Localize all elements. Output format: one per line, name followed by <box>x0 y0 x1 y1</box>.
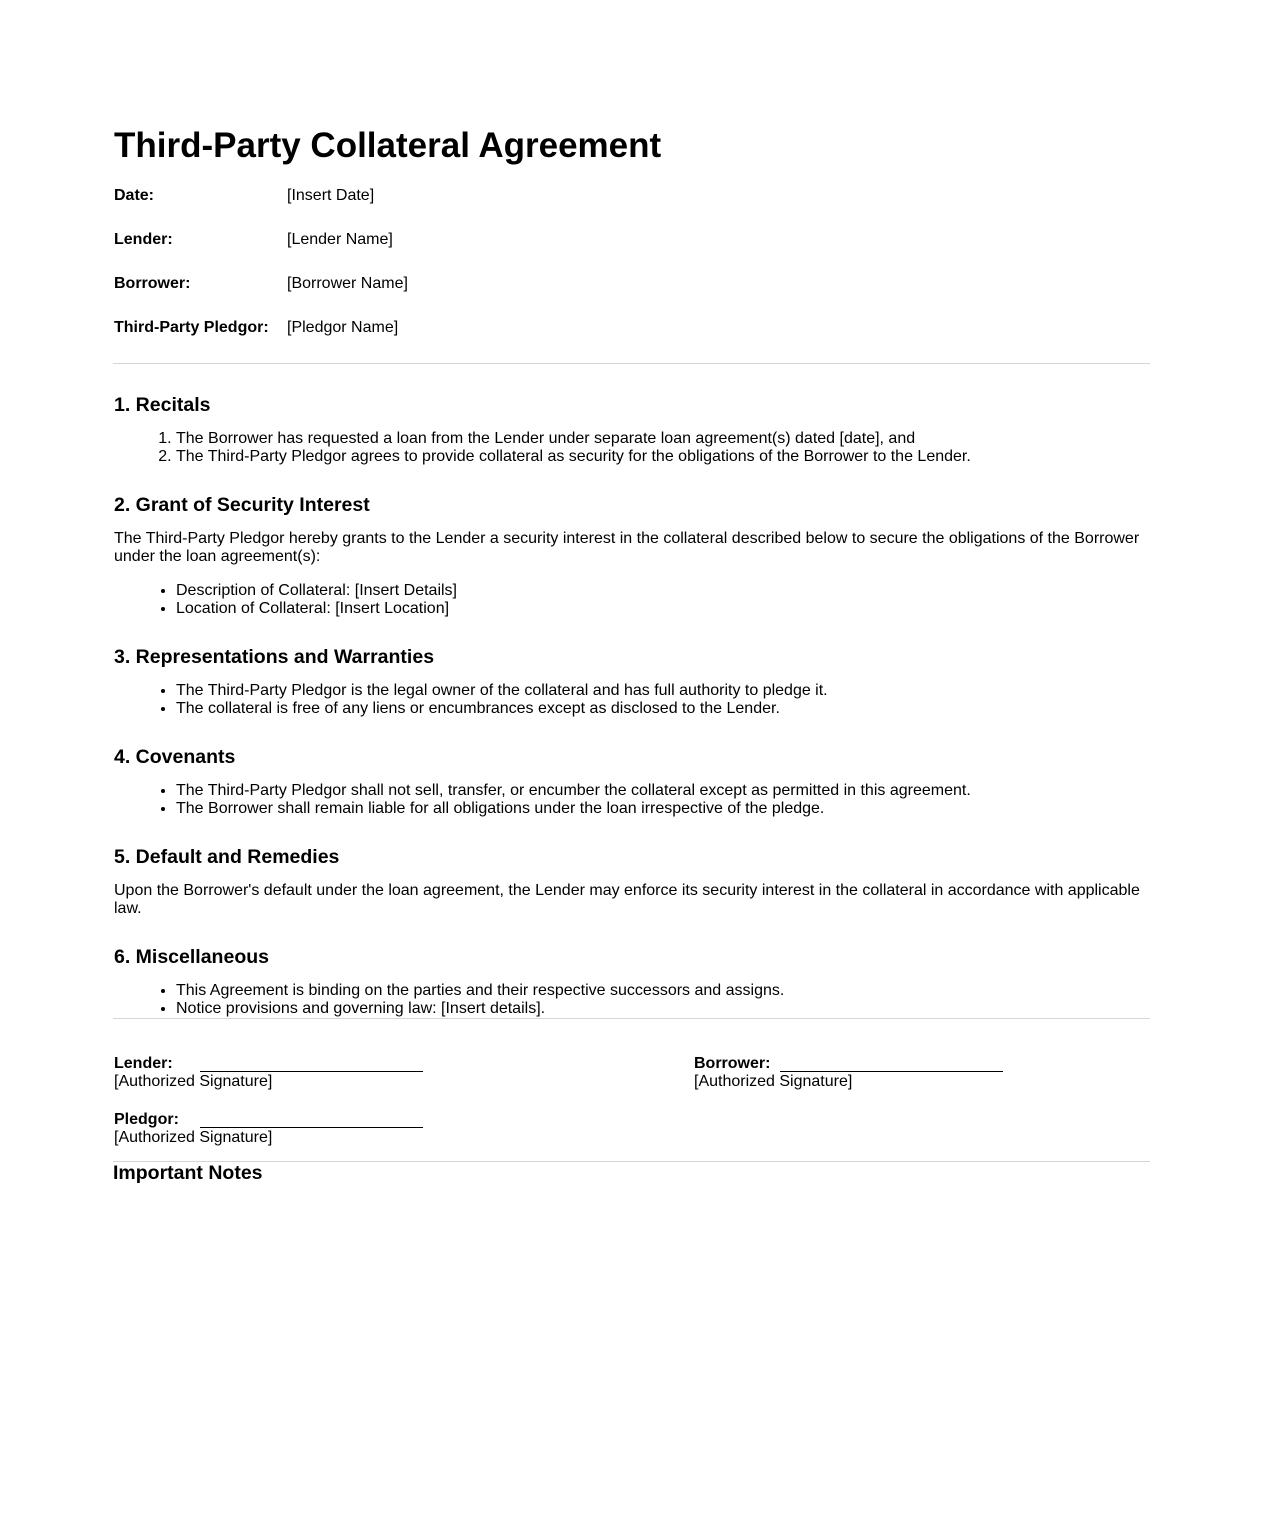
section-paragraph: The Third-Party Pledgor hereby grants to the Lender a security interest in the collateral described below to secure the obligations of the Borrower under the loan agreement(s): <box>114 530 1140 565</box>
meta-value: [Borrower Name] <box>287 275 408 292</box>
meta-row-lender <box>114 231 408 275</box>
meta-row-date <box>114 187 408 231</box>
signature-section <box>114 1055 1150 1161</box>
section-title: 6. Miscellaneous <box>114 946 269 968</box>
list-item: • This Agreement is binding on the parties and their respective successors and assigns. <box>176 982 1150 1000</box>
section-title: 1. Recitals <box>114 394 211 416</box>
list-item: • Location of Collateral: [Insert Location] <box>176 600 1150 618</box>
recitals-list <box>114 430 1150 466</box>
meta-row-pledgor <box>114 319 408 363</box>
signature-label: Pledgor: <box>114 1111 179 1128</box>
page-title: Third-Party Collateral Agreement <box>114 126 662 165</box>
list-item: • The Third-Party Pledgor shall not sell, transfer, or encumber the collateral except as permitted in this agreement. <box>176 782 1150 800</box>
section-representations <box>114 646 1150 718</box>
section-miscellaneous <box>114 946 1150 1018</box>
important-notes-title: Important Notes <box>113 1162 263 1184</box>
signature-caption: [Authorized Signature] <box>694 1073 853 1090</box>
meta-label: Lender: <box>114 231 173 248</box>
list-item: • Description of Collateral: [Insert Details] <box>176 582 1150 600</box>
section-grant <box>114 494 1150 618</box>
agreement-details <box>114 187 408 363</box>
representations-list <box>114 682 1150 718</box>
miscellaneous-list <box>114 982 1150 1018</box>
signature-line[interactable] <box>780 1071 1003 1072</box>
signature-block-lender <box>114 1055 434 1091</box>
signature-block-pledgor <box>114 1111 434 1147</box>
signature-line[interactable] <box>200 1127 423 1128</box>
signature-label: Lender: <box>114 1055 173 1072</box>
signature-line[interactable] <box>200 1071 423 1072</box>
section-title: 3. Representations and Warranties <box>114 646 435 668</box>
meta-label: Date: <box>114 187 155 204</box>
meta-row-borrower <box>114 275 408 319</box>
collateral-list <box>114 582 1150 618</box>
section-title: 4. Covenants <box>114 746 236 768</box>
list-item: 1. The Borrower has requested a loan from the Lender under separate loan agreement(s) dated [date], and <box>176 430 1150 448</box>
list-item: 2. The Third-Party Pledgor agrees to provide collateral as security for the obligations of the Borrower to the Lender. <box>176 448 1150 466</box>
meta-value: [Pledgor Name] <box>287 319 399 336</box>
covenants-list <box>114 782 1150 818</box>
section-covenants <box>114 746 1150 818</box>
meta-value: [Lender Name] <box>287 231 393 248</box>
signature-caption: [Authorized Signature] <box>114 1073 273 1090</box>
list-item: • The collateral is free of any liens or encumbrances except as disclosed to the Lender. <box>176 700 1150 718</box>
section-title: 2. Grant of Security Interest <box>114 494 370 516</box>
divider <box>113 1018 1150 1019</box>
meta-value: [Insert Date] <box>287 187 375 204</box>
document-page <box>113 0 1150 1184</box>
divider <box>113 363 1150 364</box>
list-item: • The Borrower shall remain liable for all obligations under the loan irrespective of the pledge. <box>176 800 1150 818</box>
signature-label: Borrower: <box>694 1055 771 1072</box>
section-paragraph: Upon the Borrower's default under the loan agreement, the Lender may enforce its security interest in the collateral in accordance with applicable law. <box>114 882 1140 917</box>
signature-caption: [Authorized Signature] <box>114 1129 273 1146</box>
section-recitals <box>114 394 1150 466</box>
section-default <box>114 846 1150 918</box>
meta-label: Borrower: <box>114 275 191 292</box>
signature-block-borrower <box>694 1055 1014 1091</box>
section-title: 5. Default and Remedies <box>114 846 340 868</box>
list-item: • The Third-Party Pledgor is the legal owner of the collateral and has full authority to pledge it. <box>176 682 1150 700</box>
list-item: • Notice provisions and governing law: [Insert details]. <box>176 1000 1150 1018</box>
meta-label: Third-Party Pledgor: <box>114 319 269 336</box>
